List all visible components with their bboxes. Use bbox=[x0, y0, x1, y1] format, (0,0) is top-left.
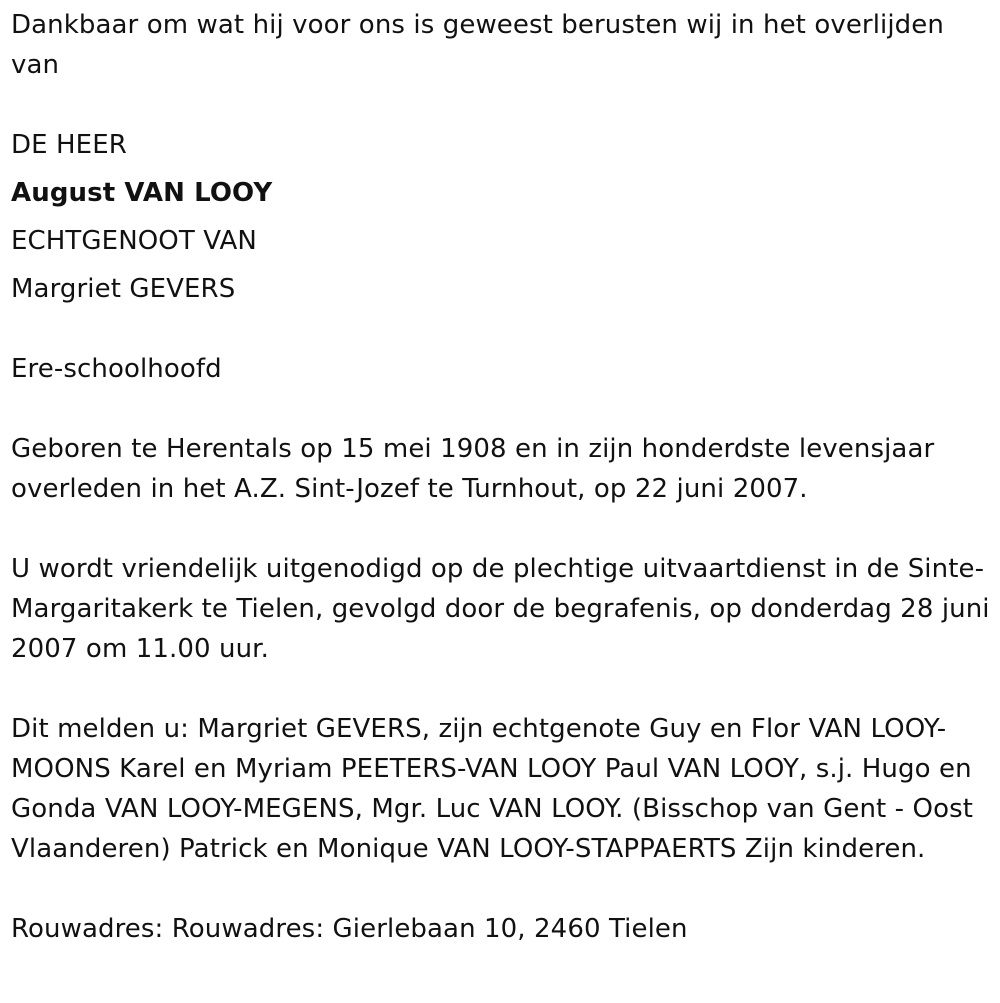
honorific: DE HEER bbox=[11, 130, 127, 160]
spacer bbox=[11, 869, 996, 909]
spacer bbox=[11, 389, 996, 429]
spouse-name: Margriet GEVERS bbox=[11, 274, 236, 304]
announcers-paragraph: Dit melden u: Margriet GEVERS, zijn echtgenote Guy en Flor VAN LOOY-MOONS Karel en Myriam PEETERS-VAN LOOY Paul VAN LOOY, s.j. Hugo en Gonda VAN LOOY-MEGENS, Mgr. Luc VAN LOOY. (Bisschop van Gent - Oost Vlaanderen) Patrick en Monique VAN LOOY-STAPPAERTS Zijn kinderen. bbox=[11, 714, 974, 864]
spacer bbox=[11, 509, 996, 549]
spacer bbox=[11, 85, 996, 125]
occupation: Ere-schoolhoofd bbox=[11, 354, 222, 384]
spacer bbox=[11, 309, 996, 349]
mourning-address: Rouwadres: Rouwadres: Gierlebaan 10, 2460 Tielen bbox=[11, 914, 688, 944]
deceased-name: August VAN LOOY bbox=[11, 178, 273, 208]
spacer bbox=[11, 669, 996, 709]
birth-death-paragraph: Geboren te Herentals op 15 mei 1908 en in zijn honderdste levensjaar overleden in het A.Z. Sint-Jozef te Turnhout, op 22 juni 2007. bbox=[11, 434, 935, 504]
obituary-document bbox=[11, 5, 996, 949]
relation-label: ECHTGENOOT VAN bbox=[11, 226, 257, 256]
funeral-invitation-paragraph: U wordt vriendelijk uitgenodigd op de plechtige uitvaartdienst in de Sinte-Margaritakerk te Tielen, gevolgd door de begrafenis, op donderdag 28 juni 2007 om 11.00 uur. bbox=[11, 554, 990, 664]
intro-text: Dankbaar om wat hij voor ons is geweest berusten wij in het overlijden van bbox=[11, 10, 944, 80]
